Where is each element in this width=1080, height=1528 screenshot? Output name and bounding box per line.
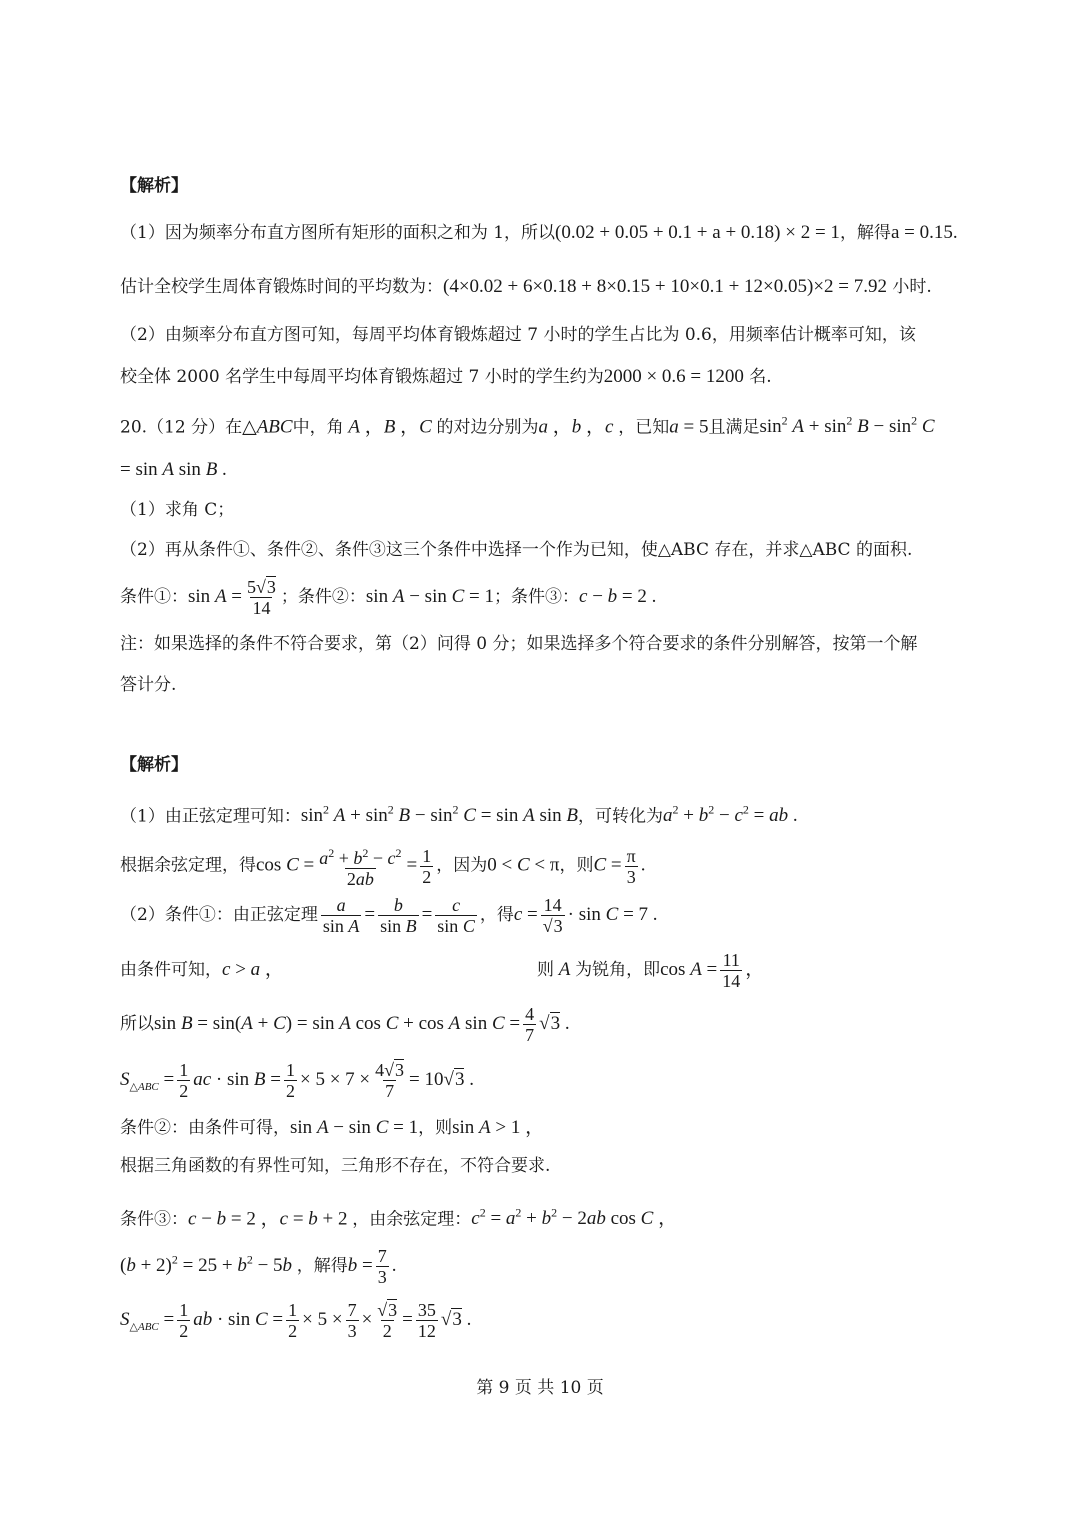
solution-header-2: 【解析】 — [120, 755, 188, 775]
question-20-conditions: 条件①：sin A = $\frac{5√3}{14}$ ；条件②：sin A − sin C = 1；条件③：c − b = 2 . — [120, 577, 657, 618]
answer-line-3: （2）条件①：由正弦定理 $\frac{a}{\text{sin A}}$ = $\frac{b}{\text{sin B}}$ = $\frac{c}{\text{sin C}}$ ，得c = $\frac{14}{√3}$ · sin C = 7 . — [120, 895, 658, 936]
solution-line-4: 校全体 2000 名学生中每周平均体育锻炼超过 7 小时的学生约为2000 × 0.6 = 1200 名. — [120, 366, 772, 387]
answer-line-10: $(b + 2)^2 = 25 + b^2 - 5b$ ，解得b = $\frac{7}{3}$ . — [120, 1246, 397, 1287]
answer-line-2: 根据余弦定理，得cos C = $\frac{a^2 + b^2 - c^2}{2ab}$ = $\frac{1}{2}$ ，因为0 < C < π，则C = $\frac{\pi}{3}$ . — [120, 845, 646, 889]
question-20-note-2: 答计分. — [120, 675, 177, 695]
question-20-part-1: （1）求角 C； — [120, 500, 235, 520]
answer-line-5: 所以sin B = sin(A + C) = sin A cos C + cos A sin C = $\frac{4}{7}$ √3 . — [120, 1004, 570, 1045]
answer-area-3: $S_{\triangle ABC}$ = $\frac{1}{2}$ ab · sin C = $\frac{1}{2}$ × 5 × $\frac{7}{3}$ × $\frac{√3}{2}$ = $\frac{35}{12}$ √3 . — [120, 1300, 472, 1341]
solution-line-3: （2）由频率分布直方图可知，每周平均体育锻炼超过 7 小时的学生占比为 0.6，用频率估计概率可知，该 — [120, 325, 916, 345]
answer-line-1: （1）由正弦定理可知：$\sin^2 A + \sin^2 B - \sin^2 C = \sin A$ sin B，可转化为$a^2 + b^2 - c^2$ = ab . — [120, 803, 798, 827]
answer-line-4b: 则 A 为锐角，即cos A = $\frac{11}{14}$ ， — [537, 950, 765, 991]
question-20-line-2: = sin A sin B . — [120, 459, 227, 480]
answer-condition-3: 条件③：c − b = 2 ，c = b + 2 ，由余弦定理：$c^2 = a^2 + b^2 - 2ab$ cos C ， — [120, 1206, 678, 1230]
answer-area-1: $S_{\triangle ABC}$ = $\frac{1}{2}$ ac · sin B = $\frac{1}{2}$ × 5 × 7 × $\frac{4√3}{7}$ = 10√3 . — [120, 1060, 474, 1101]
answer-condition-2: 条件②：由条件可得，sin A − sin C = 1，则sin A > 1 ， — [120, 1117, 545, 1138]
answer-line-4a: 由条件可知，c > a ， — [120, 959, 284, 980]
question-20-line-1: 20.（12 分）在△ABC中，角 A ，B ，C 的对边分别为a ，b ，c ，已知a = 5且满足$\sin^2 A + \sin^2 B - \sin^2 C$ — [120, 414, 935, 438]
page-footer: 第 9 页 共 10 页 — [476, 1378, 604, 1398]
solution-line-2: 估计全校学生周体育锻炼时间的平均数为：(4×0.02 + 6×0.18 + 8×0.15 + 10×0.1 + 12×0.05)×2 = 7.92 小时. — [120, 276, 932, 297]
solution-header: 【解析】 — [120, 176, 188, 196]
question-20-part-2: （2）再从条件①、条件②、条件③这三个条件中选择一个作为已知，使△ABC 存在，并求△ABC 的面积. — [120, 540, 913, 560]
question-20-note-1: 注：如果选择的条件不符合要求，第（2）问得 0 分；如果选择多个符合要求的条件分别解答，按第一个解 — [120, 634, 918, 654]
solution-line-1: （1）因为频率分布直方图所有矩形的面积之和为 1，所以(0.02 + 0.05 + 0.1 + a + 0.18) × 2 = 1，解得a = 0.15. — [120, 222, 958, 243]
answer-line-8: 根据三角函数的有界性可知，三角形不存在，不符合要求. — [120, 1156, 551, 1176]
